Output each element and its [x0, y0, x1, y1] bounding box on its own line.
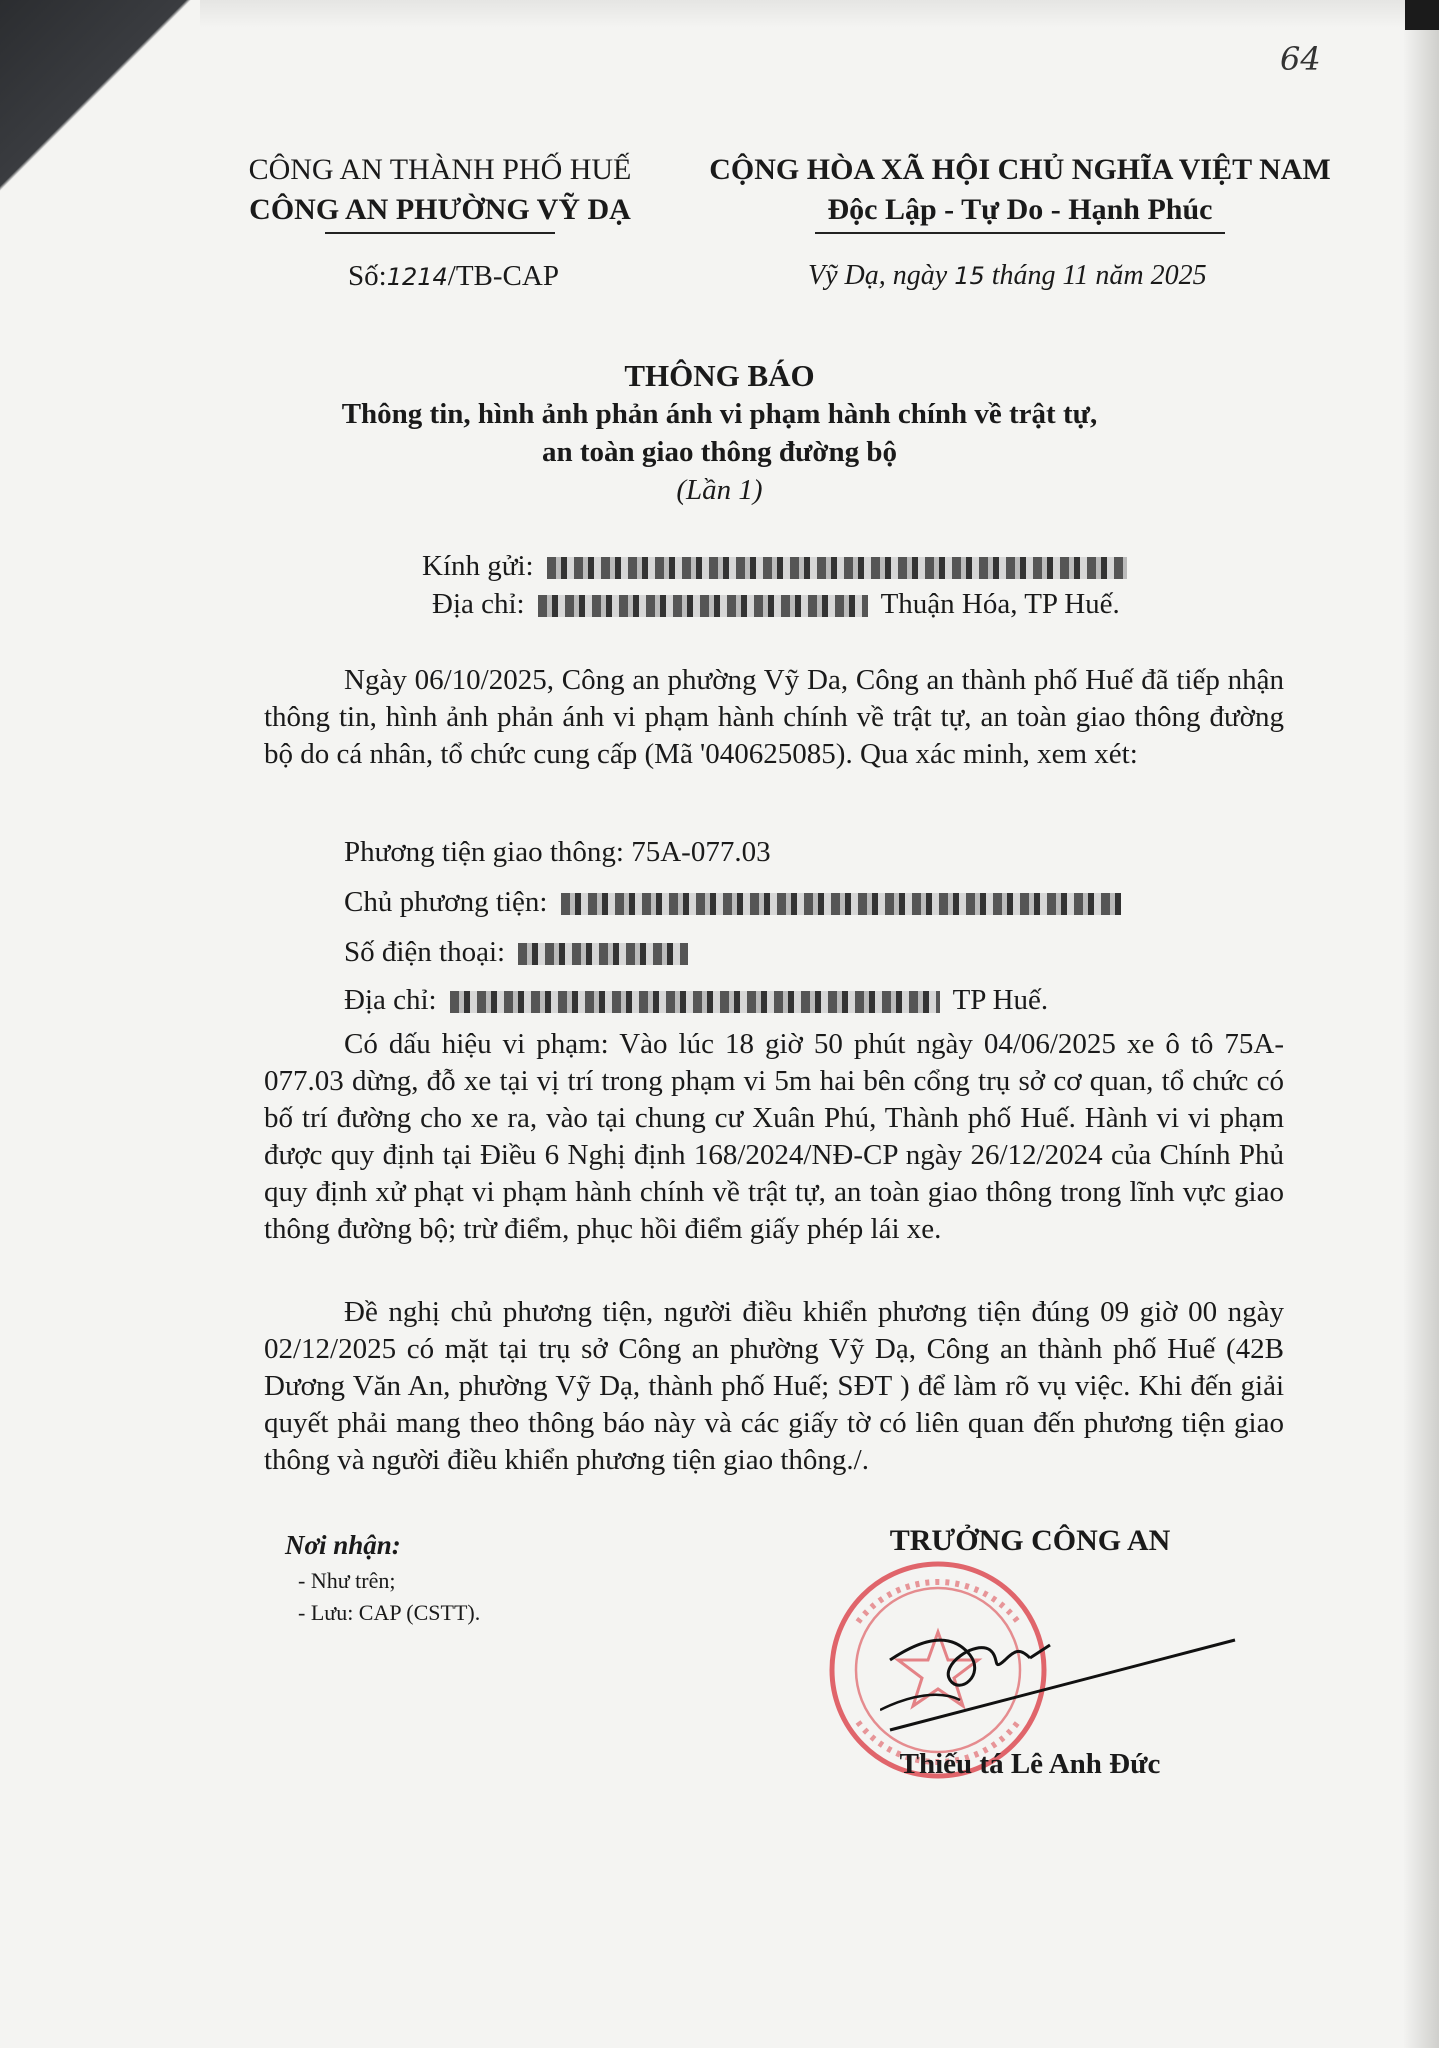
intro-paragraph	[264, 662, 1284, 773]
vehicle-plate: 75A-077.03	[631, 836, 771, 868]
redacted-recipient	[547, 557, 1127, 579]
owner-address-tail: TP Huế.	[952, 984, 1049, 1016]
recipient-address-line	[432, 588, 1120, 621]
intro-text: Ngày 06/10/2025, Công an phường Vỹ Da, Công an thành phố Huế đã tiếp nhận thông tin, hình ảnh phản ánh vi phạm hành chính về trật tự, an toàn giao thông đường bộ do cá nhân, tổ chức cung cấp (Mã '040625085). Qua xác minh, xem xét:	[264, 664, 1284, 770]
date-prefix: Vỹ Dạ, ngày	[808, 260, 948, 291]
redacted-phone	[518, 943, 688, 965]
motto-underline	[815, 232, 1225, 234]
violation-text: Có dấu hiệu vi phạm: Vào lúc 18 giờ 50 phút ngày 04/06/2025 xe ô tô 75A-077.03 dừng, đỗ xe tại vị trí trong phạm vi 5m hai bên cổng trụ sở cơ quan, tổ chức có bố trí đường cho xe ra, vào tại chung cư Xuân Phú, Thành phố Huế. Hành vi vi phạm được quy định tại Điều 6 Nghị định 168/2024/NĐ-CP ngày 26/12/2024 của Chính Phủ quy định xử phạt vi phạm hành chính về trật tự, an toàn giao thông trong lĩnh vực giao thông đường bộ; trừ điểm, phục hồi điểm giấy phép lái xe.	[264, 1028, 1284, 1245]
signer-title: TRƯỞNG CÔNG AN	[889, 1524, 1171, 1557]
document-subtitle-line2: an toàn giao thông đường bộ	[542, 436, 897, 468]
doc-number-handwritten: 1214	[386, 263, 448, 291]
redacted-owner-address	[450, 991, 940, 1013]
national-motto: Độc Lập - Tự Do - Hạnh Phúc	[827, 193, 1213, 226]
date-suffix: tháng 11 năm 2025	[991, 260, 1207, 291]
document-subtitle-line1: Thông tin, hình ảnh phản ánh vi phạm hành chính về trật tự,	[341, 398, 1098, 430]
background-corner-right	[1405, 0, 1439, 30]
authority-parent: CÔNG AN THÀNH PHỐ HUẾ	[248, 153, 632, 186]
issuing-authority	[200, 150, 680, 234]
owner-line	[344, 886, 1127, 919]
nation-name: CỘNG HÒA XÃ HỘI CHỦ NGHĨA VIỆT NAM	[709, 153, 1331, 186]
recipients-title: Nơi nhận:	[285, 1530, 401, 1560]
owner-address-label: Địa chỉ:	[344, 984, 437, 1016]
recipient-address-tail: Thuận Hóa, TP Huế.	[880, 588, 1120, 620]
owner-label: Chủ phương tiện:	[344, 886, 548, 918]
authority-underline	[325, 232, 555, 234]
request-paragraph	[264, 1294, 1284, 1479]
recipient-address-label: Địa chỉ:	[432, 588, 525, 620]
document-title: THÔNG BÁO	[624, 358, 815, 393]
doc-number-prefix: Số:	[348, 260, 387, 292]
request-text: Đề nghị chủ phương tiện, người điều khiển phương tiện đúng 09 giờ 00 ngày 02/12/2025 có mặt tại trụ sở Công an phường Vỹ Dạ, Công an thành phố Huế (42B Dương Văn An, phường Vỹ Dạ, thành phố Huế; SĐT ) để làm rõ vụ việc. Khi đến giải quyết phải mang theo thông báo này và các giấy tờ có liên quan đến phương tiện giao thông và người điều khiển phương tiện giao thông./.	[264, 1296, 1284, 1476]
paper-right-edge	[1403, 0, 1439, 2048]
doc-number-suffix: /TB-CAP	[447, 260, 559, 292]
document-date	[808, 260, 1207, 292]
redacted-owner	[561, 893, 1121, 915]
vehicle-line	[344, 836, 771, 869]
vehicle-label: Phương tiện giao thông:	[344, 836, 624, 868]
phone-label: Số điện thoại:	[344, 936, 506, 968]
redacted-address	[538, 595, 868, 617]
authority-name: CÔNG AN PHƯỜNG VỸ DẠ	[249, 193, 631, 226]
national-title	[700, 150, 1340, 234]
date-handwritten-day: 15	[954, 262, 985, 290]
owner-address-line	[344, 984, 1048, 1017]
page-number: 64	[1280, 40, 1321, 78]
paper-top-edge	[200, 0, 1439, 28]
recipients-item-2: - Lưu: CAP (CSTT).	[298, 1600, 481, 1625]
background-corner	[0, 0, 230, 260]
recipients-item-1: - Như trên;	[298, 1568, 396, 1593]
phone-line	[344, 936, 694, 969]
handwritten-signature-icon	[880, 1600, 1240, 1740]
violation-paragraph	[264, 1026, 1284, 1248]
recipient-line	[422, 550, 1133, 583]
recipient-label: Kính gửi:	[422, 550, 534, 582]
document-number	[348, 260, 559, 293]
signer-name: Thiếu tá Lê Anh Đức	[899, 1748, 1161, 1780]
document-round: (Lần 1)	[676, 474, 763, 506]
